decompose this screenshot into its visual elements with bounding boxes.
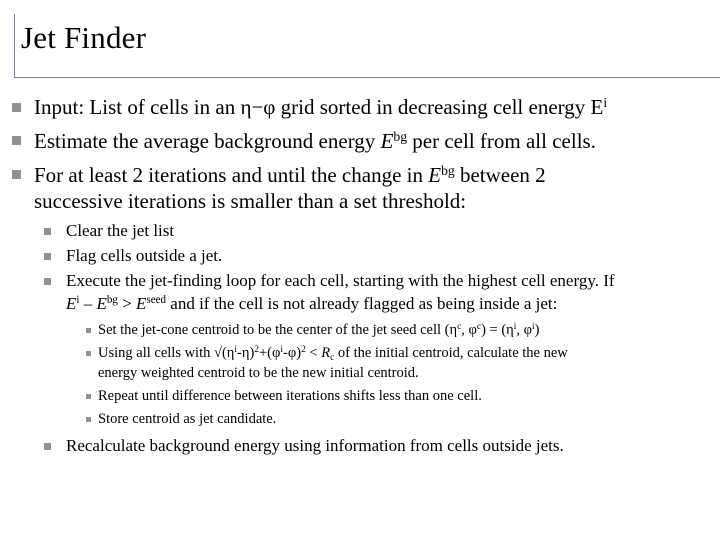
superscript: bg <box>441 163 455 179</box>
eta-symbol: η <box>240 95 252 119</box>
sub-bullet-execute: Execute the jet-finding loop for each cell, starting with the highest cell energy. If <box>66 271 615 290</box>
superscript: i <box>603 95 608 111</box>
energy-symbol: E <box>380 129 394 153</box>
dash-symbol: - <box>237 345 242 361</box>
phi-symbol: φ <box>272 345 281 361</box>
bullet-square-icon <box>44 443 51 450</box>
close-paren: ) <box>296 345 302 361</box>
bullet-square-icon <box>44 253 51 260</box>
bullet-square-icon <box>12 103 21 112</box>
radius-symbol: R <box>321 345 331 361</box>
bullet-square-icon <box>86 394 91 399</box>
sub-sub-bullet-using-line2: energy weighted centroid to be the new initial centroid. <box>98 365 419 381</box>
eta-symbol: η <box>226 345 235 361</box>
energy-symbol: E <box>428 163 442 187</box>
comma: , <box>516 322 524 338</box>
phi-symbol: φ <box>263 95 276 119</box>
bullet-square-icon <box>44 228 51 235</box>
bullet-estimate <box>34 130 596 153</box>
superscript: c <box>476 322 482 333</box>
superscript: 2 <box>254 345 259 356</box>
bullet-iterations <box>34 164 546 187</box>
sub-sub-bullet-repeat: Repeat until difference between iterations shifts less than one cell. <box>98 388 482 404</box>
bullet-input-text: Input: List of cells in an <box>34 95 241 119</box>
plus-symbol: +( <box>258 345 272 361</box>
energy-symbol: E <box>66 294 77 313</box>
set-text: Set the jet-cone centroid to be the center of the jet seed cell ( <box>98 322 450 338</box>
phi-symbol: φ <box>287 345 297 361</box>
eta-symbol: η <box>506 322 514 338</box>
slide-title: Jet Finder <box>21 20 147 55</box>
bullet-iterations-text-suffix: between 2 <box>454 163 546 187</box>
phi-symbol: φ <box>468 322 477 338</box>
superscript: bg <box>393 129 408 145</box>
bullet-square-icon <box>86 351 91 356</box>
title-rule-horizontal <box>14 77 720 78</box>
bullet-input <box>34 96 607 119</box>
bullet-square-icon <box>86 328 91 333</box>
sub-bullet-execute-text: and if the cell is not already flagged as being inside a jet: <box>166 294 558 313</box>
superscript: i <box>513 322 517 333</box>
comma: , <box>461 322 469 338</box>
sub-bullet-clear: Clear the jet list <box>66 221 175 240</box>
phi-symbol: φ <box>523 322 533 338</box>
bullet-square-icon <box>86 417 91 422</box>
bullet-square-icon <box>12 170 21 179</box>
sub-bullet-execute-line2 <box>66 294 557 314</box>
eta-symbol: η <box>449 322 458 338</box>
minus-symbol: – <box>79 294 97 313</box>
bullet-iterations-line2: successive iterations is smaller than a set threshold: <box>34 189 467 213</box>
superscript: bg <box>106 294 118 307</box>
superscript: i <box>234 345 237 356</box>
sub-sub-bullet-set <box>98 321 539 339</box>
superscript: c <box>457 322 462 333</box>
less-than-symbol: < <box>305 345 322 361</box>
using-text: Using all cells with √( <box>98 345 227 361</box>
superscript: seed <box>146 294 167 307</box>
sub-bullet-recalculate: Recalculate background energy using information from cells outside jets. <box>66 436 564 455</box>
dash-symbol: − <box>251 95 264 119</box>
bullet-estimate-text: Estimate the average background energy <box>34 129 381 153</box>
using-text-suffix: of the initial centroid, calculate the new <box>334 345 568 361</box>
subscript: c <box>330 352 335 363</box>
bullet-square-icon <box>44 278 51 285</box>
superscript: 2 <box>301 345 306 356</box>
close-paren: ) <box>534 322 540 338</box>
energy-symbol: E <box>136 294 147 313</box>
sub-sub-bullet-using <box>98 344 568 362</box>
title-rule-vertical <box>14 14 15 78</box>
superscript: i <box>76 294 80 307</box>
bullet-input-text-mid: grid sorted in decreasing cell energy E <box>275 95 604 119</box>
close-paren: ) <box>249 345 255 361</box>
eta-symbol: η <box>241 345 250 361</box>
greater-than-symbol: > <box>117 294 136 313</box>
energy-symbol: E <box>96 294 107 313</box>
bullet-estimate-text-suffix: per cell from all cells. <box>407 129 596 153</box>
bullet-iterations-text: For at least 2 iterations and until the change in <box>34 163 429 187</box>
sub-sub-bullet-store: Store centroid as jet candidate. <box>98 411 277 427</box>
bullet-square-icon <box>12 136 21 145</box>
superscript: i <box>280 345 283 356</box>
superscript: i <box>532 322 535 333</box>
equals-text: ) = ( <box>481 322 507 338</box>
dash-symbol: - <box>283 345 288 361</box>
sub-bullet-flag: Flag cells outside a jet. <box>66 246 223 265</box>
